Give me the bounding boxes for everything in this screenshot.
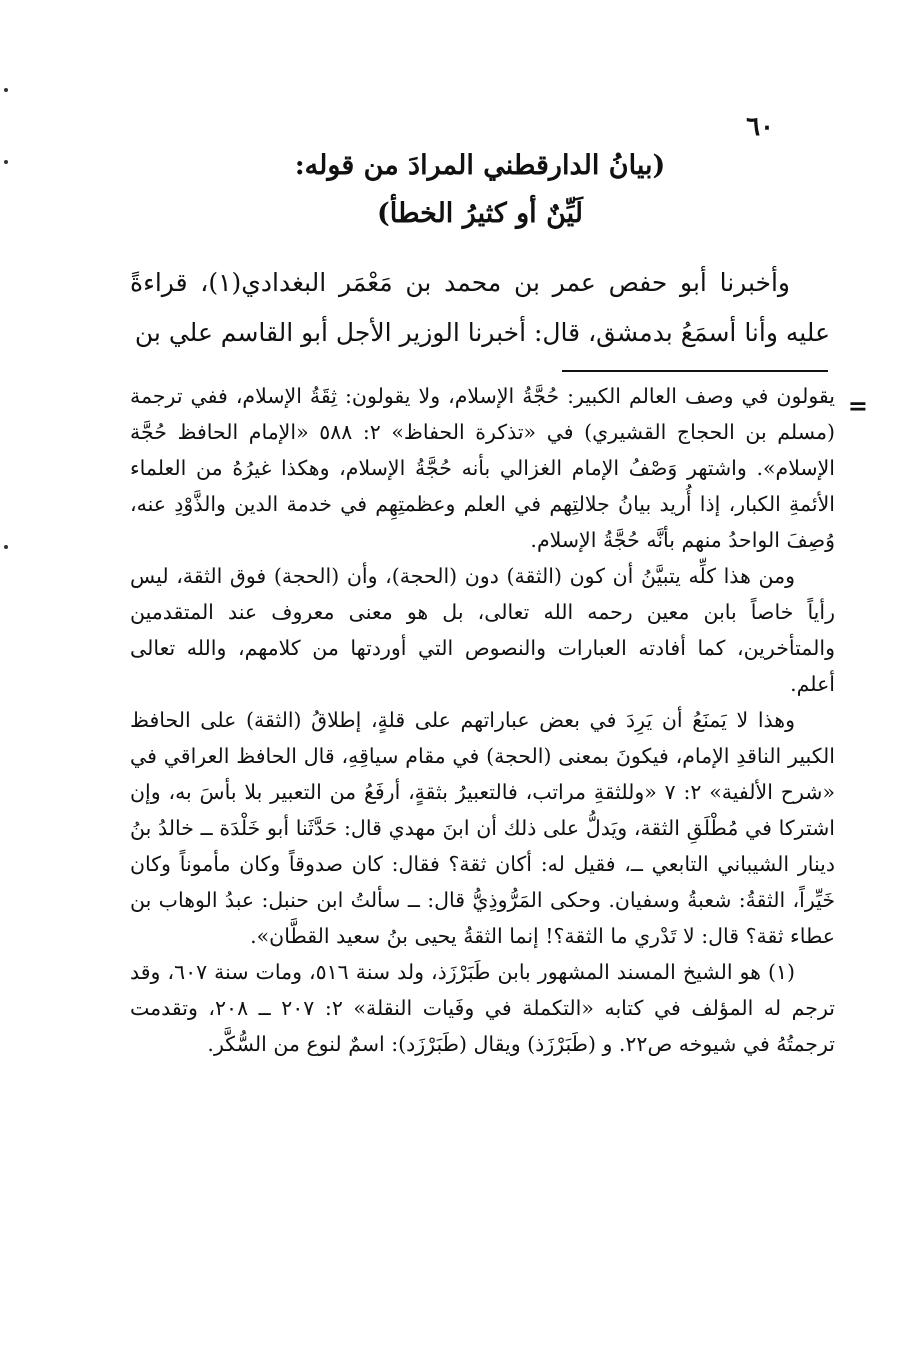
section-heading-line-2: لَيِّنٌ أو كثيرُ الخطأ)	[376, 198, 584, 229]
main-text	[130, 258, 830, 358]
footnote-paragraph-1: يقولون في وصف العالم الكبير: حُجَّةُ الإسلام، ولا يقولون: ثِقَةُ الإسلام، ففي ترجمة (مسلم بن الحجاج القشيري) في «تذكرة الحفاظ» ٢: ٥٨٨ «الإمام الحافظ حُجَّة الإسلام». واشتهر وَصْفُ الإمام الغزالي بأنه حُجَّةُ الإسلام، وهكذا غيرُهُ من العلماء الأئمةِ الكبار، إذا أُريد بيانُ جلالتِهم في العلم وعظمتِهِم في خدمة الدين والذَّوْدِ عنه، وُصِفَ الواحدُ منهم بأنَّه حُجَّةُ الإسلام.	[130, 384, 835, 552]
section-heading-line-1: (بيانُ الدارقطني المرادَ من قوله:	[294, 150, 666, 181]
scan-edge-mark	[4, 88, 8, 92]
footnote-continuation-mark: =	[847, 392, 868, 420]
main-paragraph: وأخبرنا أبو حفص عمر بن محمد بن مَعْمَر البغدادي(١)، قراءةً عليه وأنا أسمَعُ بدمشق، قال: أخبرنا الوزير الأجل أبو القاسم علي بن	[130, 268, 830, 347]
scan-edge-mark	[4, 545, 8, 549]
footnote-paragraph-2: ومن هذا كلِّه يتبيَّنُ أن كون (الثقة) دون (الحجة)، وأن (الحجة) فوق الثقة، ليس رأياً خاصاً بابن معين رحمه الله تعالى، بل هو معنى معروف عند المتقدمين والمتأخرين، كما أفادته العبارات والنصوص التي أوردتها من كلامهم، والله تعالى أعلم.	[130, 564, 835, 696]
footnote-separator	[562, 370, 828, 372]
footnote-1: (١) هو الشيخ المسند المشهور بابن طَبَرْزَذ، ولد سنة ٥١٦، ومات سنة ٦٠٧، وقد ترجم له المؤلف في كتابه «التكملة في وفَيات النقلة» ٢: ٢٠٧ ــ ٢٠٨، وتقدمت ترجمتُهُ في شيوخه ص٢٢. و (طَبَرْزَذ) ويقال (طَبَرْزَد): اسمٌ لنوع من السُّكَّر.	[130, 960, 835, 1056]
footnotes	[130, 378, 835, 1062]
page-number: ٦٠	[746, 112, 774, 142]
scan-edge-mark	[4, 160, 8, 164]
footnote-paragraph-3: وهذا لا يَمنَعُ أن يَرِدَ في بعض عباراتهم على قلةٍ، إطلاقُ (الثقة) على الحافظ الكبير الناقدِ الإمام، فيكونَ بمعنى (الحجة) في مقام سياقِهِ، قال الحافظ العراقي في «شرح الألفية» ٢: ٧ «وللثقةِ مراتب، فالتعبيرُ بثقةٍ، أرفَعُ من التعبير بلا بأسَ به، وإن اشتركا في مُطْلَقِ الثقة، ويَدلُّ على ذلك أن ابنَ مهدي قال: حَدَّثَنا أبو خَلْدَة ــ خالدُ بنُ دينار الشيباني التابعي ــ، فقيل له: أكان ثقة؟ فقال: كان صدوقاً وكان مأموناً وكان خَيِّراً، الثقةُ: شعبةُ وسفيان. وحكى المَرُّوذِيُّ قال: ــ سألتُ ابن حنبل: عبدُ الوهاب بن عطاء ثقة؟ قال: لا تَدْري ما الثقة؟! إنما الثقةُ يحيى بنُ سعيد القطَّان».	[130, 708, 835, 948]
